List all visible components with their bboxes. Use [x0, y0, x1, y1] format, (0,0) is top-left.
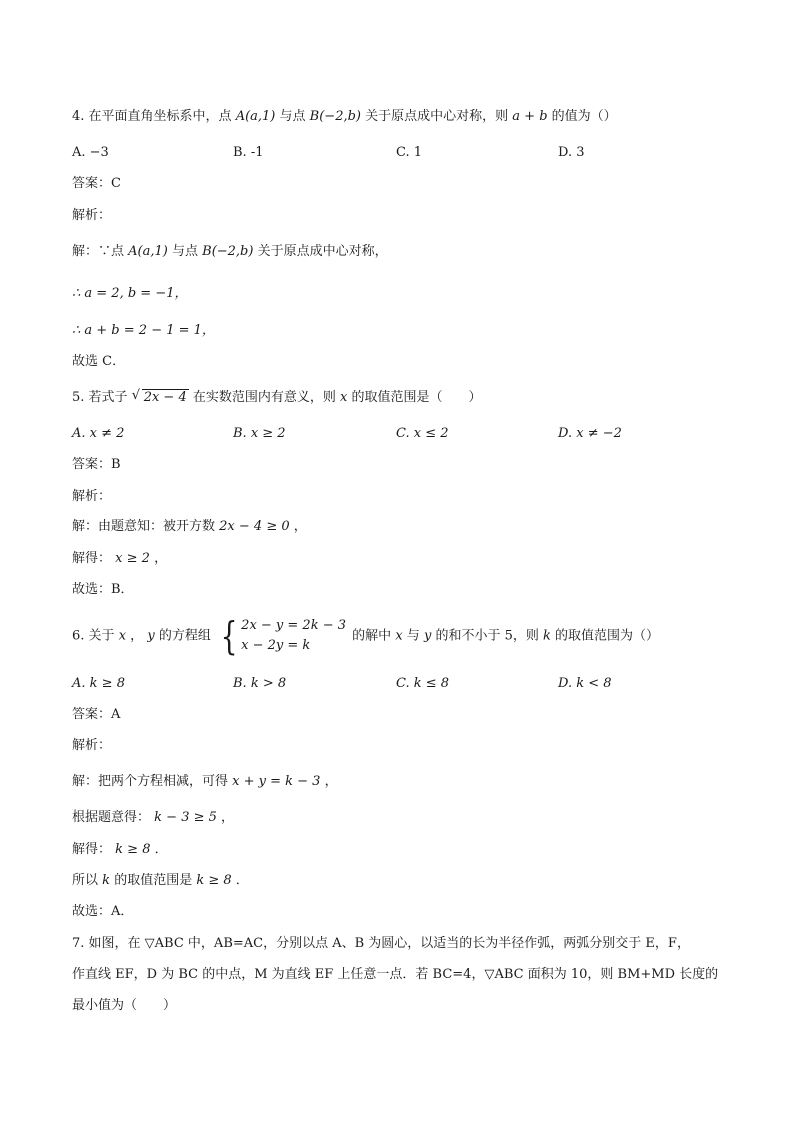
q4-answer: 答案：C [72, 176, 121, 191]
equation-row-2: x − 2y = k [241, 638, 311, 653]
radical-icon: √ [131, 388, 140, 403]
q4-point-a: A(a,1) [235, 109, 276, 124]
q4-sol-point-b: B(−2,b) [202, 244, 254, 259]
q6-sol-text: ， [324, 774, 338, 789]
q4-stem-text: 的值为（） [551, 109, 617, 124]
q6-solution-line-2 [72, 808, 234, 828]
q6-sol-text: ， [221, 810, 235, 825]
q6-option-c[interactable]: C. k ≤ 8 [396, 676, 450, 691]
q5-sol-text: 解得： [72, 551, 112, 566]
q5-option-d[interactable]: D. x ≠ −2 [558, 426, 622, 441]
q4-stem-text: 与点 [279, 109, 306, 124]
q6-option-b[interactable]: B. k > 8 [233, 676, 287, 691]
q7-stem-line-1: 7. 如图，在 ▽ABC 中，AB=AC，分别以点 A、B 为圆心，以适当的长为半径作弧，两弧分别交于 E，F， [72, 936, 690, 951]
q4-stem [72, 107, 617, 127]
q6-var-k: k [543, 628, 551, 644]
q5-sol-expr: 2x − 4 ≥ 0 [219, 519, 290, 534]
q5-var-x: x [340, 390, 348, 405]
q5-analysis-label: 解析： [72, 489, 112, 504]
q6-stem-text: 的解中 [352, 628, 392, 644]
q5-choice: 故选：B． [72, 582, 134, 597]
q4-choice: 故选 C． [72, 354, 126, 369]
q5-sol-expr: x ≥ 2 [115, 551, 150, 566]
q5-sol-text: ， [154, 551, 168, 566]
q4-option-a[interactable]: A. −3 [72, 145, 109, 160]
q4-option-b[interactable]: B. -1 [233, 145, 264, 160]
q6-var-y: y [147, 628, 155, 644]
q6-sol-expr: k ≥ 8 [115, 842, 151, 857]
q6-solution-line-1 [72, 772, 338, 792]
q6-stem [72, 616, 659, 657]
q6-sol-text: ． [235, 873, 249, 888]
q6-answer: 答案：A [72, 707, 121, 722]
q6-analysis-label: 解析： [72, 738, 112, 753]
equation-system [217, 616, 346, 656]
q5-solution-line-1 [72, 517, 307, 537]
q4-sol-point-a: A(a,1) [128, 244, 168, 259]
q4-point-b: B(−2,b) [309, 109, 361, 124]
q6-var-k: k [102, 873, 111, 888]
q6-sol-expr: k ≥ 8 [196, 873, 232, 888]
q4-solution-line-3: ∴ a + b = 2 − 1 = 1， [72, 323, 215, 338]
q6-var-x: x [395, 628, 403, 644]
q6-option-a[interactable]: A. k ≥ 8 [72, 676, 125, 691]
q5-sol-text: 解：由题意知：被开方数 [72, 519, 216, 534]
q4-solution-line-2: ∴ a = 2, b = −1， [72, 286, 188, 301]
q4-option-c[interactable]: C. 1 [396, 145, 423, 160]
q6-stem-text: ， [130, 628, 144, 644]
q6-solution-line-4 [72, 871, 249, 891]
q6-solution-line-3 [72, 840, 168, 860]
q4-solution-line-1 [72, 242, 388, 262]
q4-expr: a + b [512, 109, 548, 124]
q6-sol-text: 的取值范围是 [114, 873, 193, 888]
q7-stem-line-2: 作直线 EF，D 为 BC 的中点，M 为直线 EF 上任意一点．若 BC=4，▽ABC 面积为 10，则 BM+MD 长度的 [72, 967, 719, 982]
q5-option-b[interactable]: B. x ≥ 2 [233, 426, 286, 441]
q6-option-d[interactable]: D. k < 8 [558, 676, 612, 691]
q4-stem-text: 关于原点成中心对称，则 [365, 109, 509, 124]
left-brace-icon: { [220, 614, 238, 658]
q7-stem-line-3: 最小值为（ ） [72, 998, 177, 1013]
q6-sol-text: 解：把两个方程相减，可得 [72, 774, 229, 789]
q4-sol-text: 关于原点成中心对称， [257, 244, 388, 259]
q6-sol-text: 解得： [72, 842, 112, 857]
q5-stem-text: 在实数范围内有意义，则 [192, 390, 336, 405]
sqrt-symbol [132, 388, 189, 408]
q4-option-d[interactable]: D. 3 [558, 145, 585, 160]
q5-answer: 答案：B [72, 457, 121, 472]
q5-stem-text: 的取值范围是（ ） [351, 390, 482, 405]
q4-stem-text: 4. 在平面直角坐标系中，点 [72, 109, 232, 124]
q4-sol-text: 与点 [171, 244, 198, 259]
q6-sol-text: 根据题意得： [72, 810, 151, 825]
q6-sol-text: ． [154, 842, 168, 857]
q6-stem-text: 的取值范围为（） [555, 628, 660, 644]
q6-choice: 故选：A． [72, 904, 134, 919]
q5-option-c[interactable]: C. x ≤ 2 [396, 426, 449, 441]
q5-stem [72, 388, 482, 408]
q6-sol-expr: k − 3 ≥ 5 [154, 810, 217, 825]
q6-sol-text: 所以 [72, 873, 99, 888]
q5-option-a[interactable]: A. x ≠ 2 [72, 426, 125, 441]
q5-radicand: 2x − 4 [143, 390, 187, 405]
q5-sol-text: ， [293, 519, 307, 534]
q6-stem-text: 6. 关于 [72, 628, 115, 644]
q6-sol-expr: x + y = k − 3 [232, 774, 321, 789]
q4-analysis-label: 解析： [72, 208, 112, 223]
q5-stem-text: 5. 若式子 [72, 390, 128, 405]
q6-stem-text: 与 [406, 628, 420, 644]
q6-stem-text: 的和不小于 5，则 [435, 628, 539, 644]
q4-sol-text: 解：∵点 [72, 244, 125, 259]
equation-row-1: 2x − y = 2k − 3 [241, 618, 347, 633]
q6-var-x: x [118, 628, 127, 644]
q6-stem-text: 的方程组 [158, 628, 211, 644]
q6-var-y: y [423, 628, 432, 644]
q5-solution-line-2 [72, 549, 167, 569]
